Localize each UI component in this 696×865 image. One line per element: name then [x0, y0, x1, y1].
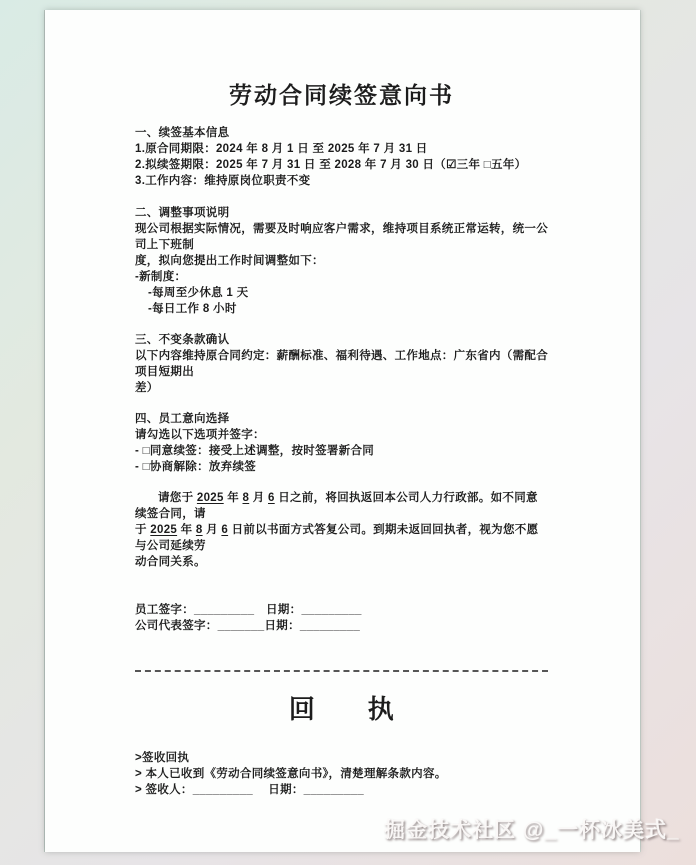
doc-line-original-term: 1.原合同期限：2024 年 8 月 1 日 至 2025 年 7 月 31 日: [135, 143, 428, 155]
doc-line: 请勾选以下选项并签字：: [135, 429, 265, 441]
receipt-signer-line: > 签收人：_________ 日期：_________: [135, 784, 364, 796]
doc-line: 以下内容维持原合同约定：薪酬标准、福利待遇、工作地点：广东省内（需配合项目短期出: [135, 350, 548, 378]
notice-paragraph-line: 于 2025 年 8 月 6 日前以书面方式答复公司。到期未返回回执者，视为您不愿与公司延续劳: [135, 524, 539, 552]
doc-line: 度，拟向您提出工作时间调整如下：: [135, 255, 324, 267]
doc-line-renewal-term: 2.拟续签期限：2025 年 7 月 31 日 至 2028 年 7 月 30 日（☑三年 □五年）: [135, 159, 527, 171]
doc-line-work-hours: -每日工作 8 小时: [148, 303, 237, 315]
section-heading-employee-choice: 四、员工意向选择: [135, 413, 230, 425]
doc-line-rest-days: -每周至少休息 1 天: [148, 287, 249, 299]
doc-line-option-terminate: - □协商解除：放弃续签: [135, 461, 257, 473]
section-heading-unchanged-terms: 三、不变条款确认: [135, 334, 230, 346]
receipt-heading-line: >签收回执: [135, 752, 190, 764]
watermark: 掘金技术社区 @_一杯冰美式_: [384, 819, 680, 842]
notice-paragraph-line: 动合同关系。: [135, 556, 206, 568]
doc-line: 差）: [135, 382, 159, 394]
section-heading-adjustment: 二、调整事项说明: [135, 207, 230, 219]
section-heading-basic-info: 一、续签基本信息: [135, 127, 230, 139]
document-title: 劳动合同续签意向书: [229, 82, 454, 108]
doc-line-option-agree: - □同意续签：接受上述调整，按时签署新合同: [135, 445, 375, 457]
document-content: [135, 10, 548, 798]
doc-line-work-content: 3.工作内容：维持原岗位职责不变: [135, 175, 311, 187]
tear-line-divider: [135, 670, 548, 672]
document-page: [45, 10, 640, 852]
employee-signature-line: 员工签字：_________ 日期：_________: [135, 604, 362, 616]
doc-line-new-policy: -新制度：: [135, 271, 187, 283]
notice-paragraph-line: 请您于 2025 年 8 月 6 日之前，将回执返回本公司人力行政部。如不同意续签合同，请: [135, 492, 538, 520]
doc-line: 现公司根据实际情况，需要及时响应客户需求，维持项目系统正常运转，统一公司上下班制: [135, 223, 548, 251]
company-signature-line: 公司代表签字：_______日期：_________: [135, 620, 361, 632]
receipt-acknowledgement-line: > 本人已收到《劳动合同续签意向书》，清楚理解条款内容。: [135, 768, 447, 780]
receipt-title: 回 执: [288, 694, 395, 724]
